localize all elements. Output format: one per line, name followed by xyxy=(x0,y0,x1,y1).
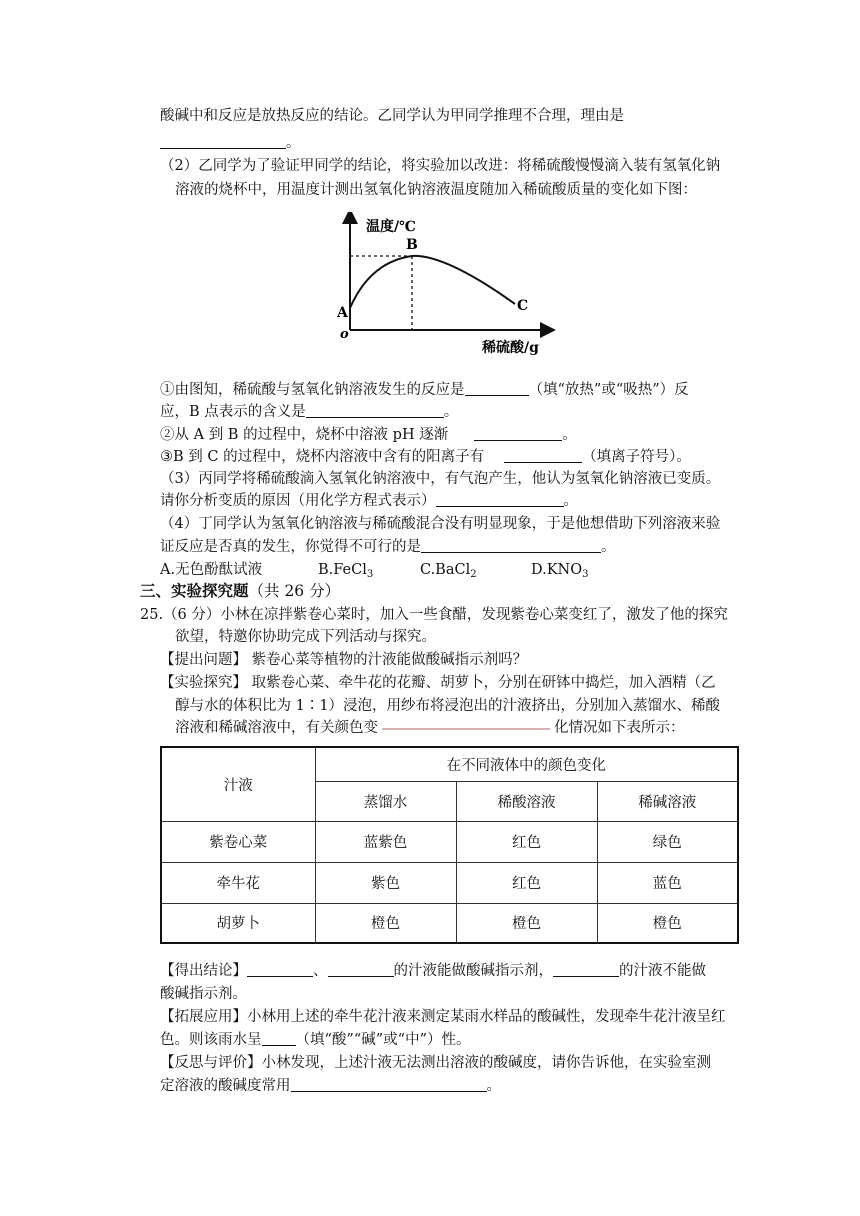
text: 酸碱中和反应是放热反应的结论。乙同学认为甲同学推理不合理，理由是 xyxy=(160,108,624,124)
option-a[interactable] xyxy=(160,560,262,580)
table-cell: 红色 xyxy=(456,821,597,862)
section-points: （共 26 分） xyxy=(248,582,341,600)
text: （填“酸”“碱”或“中”）性。 xyxy=(295,1032,471,1048)
y-axis-label: 温度/℃ xyxy=(366,219,416,235)
text: （3）丙同学将稀硫酸滴入氢氧化钠溶液中，有气泡产生，他认为氢氧化钠溶液已变质。 xyxy=(160,471,721,487)
text: 。 xyxy=(486,1078,501,1094)
text: 、 xyxy=(313,963,328,979)
text-line xyxy=(160,1007,726,1027)
answer-blank[interactable] xyxy=(465,380,529,396)
text-line xyxy=(160,514,720,534)
answer-blank[interactable] xyxy=(328,961,394,977)
text: 醇与水的体积比为 1∶1）浸泡，用纱布将浸泡出的汁液挤出，分别加入蒸馏水、稀酸 xyxy=(175,698,721,714)
answer-blank[interactable] xyxy=(291,1076,487,1092)
text: 欲望，特邀你协助完成下列活动与探究。 xyxy=(175,629,436,645)
subscript: 3 xyxy=(366,569,374,580)
answer-blank[interactable] xyxy=(504,447,582,463)
text-line xyxy=(160,402,458,422)
table-row xyxy=(161,821,738,862)
table-cell: 橙色 xyxy=(456,903,597,943)
temperature-curve xyxy=(350,256,515,308)
table-cell: 橙色 xyxy=(597,903,738,943)
text: （2）乙同学为了验证甲同学的结论，将实验加以改进：将稀硫酸慢慢滴入装有氢氧化钠 xyxy=(160,158,721,174)
text-line xyxy=(175,718,685,738)
text: 化情况如下表所示： xyxy=(554,720,685,736)
text: 溶液和稀碱溶液中，有关颜色变 xyxy=(175,720,378,736)
option-d[interactable] xyxy=(531,560,589,585)
answer-blank[interactable] xyxy=(306,402,444,418)
text-line xyxy=(160,1053,711,1073)
answer-blank[interactable] xyxy=(474,425,562,441)
header-juice: 汁液 xyxy=(161,747,315,821)
table-cell: 蓝色 xyxy=(597,862,738,903)
answer-blank[interactable] xyxy=(247,961,313,977)
header-dilute-acid: 稀酸溶液 xyxy=(456,781,597,821)
point-c-label: C xyxy=(517,298,529,314)
table-cell: 紫色 xyxy=(315,862,456,903)
text-line xyxy=(160,650,527,670)
text: 定溶液的酸碱度常用 xyxy=(160,1078,291,1094)
header-distilled-water: 蒸馏水 xyxy=(315,781,456,821)
text-line xyxy=(160,537,616,557)
point-b-label: B xyxy=(406,237,418,253)
text: ②从 A 到 B 的过程中，烧杯中溶液 pH 逐渐 xyxy=(160,427,449,443)
text-line xyxy=(160,491,578,511)
scan-artifact xyxy=(382,728,550,730)
option-d-label: D.KNO xyxy=(531,562,583,578)
text: 色。则该雨水呈 xyxy=(160,1032,262,1048)
text-line xyxy=(160,1030,470,1050)
table-cell: 橙色 xyxy=(315,903,456,943)
text: 【得出结论】 xyxy=(160,963,247,979)
text: 应，B 点表示的含义是 xyxy=(160,404,306,420)
option-b-label: B.FeCl xyxy=(318,562,367,578)
table-row xyxy=(161,903,738,943)
section-title: 三、实验探究题 xyxy=(140,581,249,600)
table-cell: 蓝紫色 xyxy=(315,821,456,862)
answer-blank[interactable] xyxy=(160,133,286,149)
row-name: 牵牛花 xyxy=(161,862,315,903)
header-dilute-base: 稀碱溶液 xyxy=(597,781,738,821)
answer-blank[interactable] xyxy=(553,961,619,977)
text: （填离子符号）。 xyxy=(582,449,691,465)
text-line xyxy=(175,627,436,647)
point-a-label: A xyxy=(337,305,348,321)
text: 【实验探究】 取紫卷心菜、牵牛花的花瓣、胡萝卜，分别在研钵中捣烂，加入酒精（乙 xyxy=(160,675,716,691)
text: 。 xyxy=(562,427,577,443)
row-name: 胡萝卜 xyxy=(161,903,315,943)
text-line xyxy=(160,133,301,153)
answer-blank[interactable] xyxy=(421,537,601,553)
text: 的汁液不能做 xyxy=(619,963,706,979)
subscript: 3 xyxy=(582,569,589,580)
text: 【拓展应用】小林用上述的牵牛花汁液来测定某雨水样品的酸碱性，发现牵牛花汁液呈红 xyxy=(160,1009,726,1025)
text: 。 xyxy=(286,135,301,151)
text-line xyxy=(160,425,577,445)
option-c[interactable] xyxy=(420,560,477,585)
text-line xyxy=(160,156,720,176)
text: （4）丁同学认为氢氧化钠溶液与稀硫酸混合没有明显现象，于是他想借助下列溶液来验 xyxy=(160,516,721,532)
text: 的汁液能做酸碱指示剂， xyxy=(393,963,553,979)
text: 请你分析变质的原因（用化学方程式表示） xyxy=(160,493,436,509)
text: 【提出问题】 紫卷心菜等植物的汁液能做酸碱指示剂吗？ xyxy=(160,652,528,668)
text-line xyxy=(175,180,697,200)
text: 。 xyxy=(601,539,616,555)
text: 酸碱指示剂。 xyxy=(160,986,247,1002)
text: 证反应是否真的发生，你觉得不可行的是 xyxy=(160,539,421,555)
text-line xyxy=(160,106,624,126)
text-line xyxy=(160,380,689,400)
text: ③B 到 C 的过程中，烧杯内溶液中含有的阳离子有 xyxy=(160,449,485,465)
text-line xyxy=(160,469,720,489)
answer-blank[interactable] xyxy=(436,491,564,507)
subscript: 2 xyxy=(470,569,477,580)
color-change-table xyxy=(160,746,739,944)
text-line xyxy=(160,673,716,693)
text: 溶液的烧杯中，用温度计测出氢氧化钠溶液温度随加入稀硫酸质量的变化如下图： xyxy=(175,182,697,198)
x-axis-label: 稀硫酸/g xyxy=(482,340,539,356)
temperature-graph xyxy=(330,212,560,362)
row-name: 紫卷心菜 xyxy=(161,821,315,862)
option-c-label: C.BaCl xyxy=(420,562,471,578)
table-header-row xyxy=(161,747,738,781)
text-line xyxy=(140,605,728,625)
origin-label: o xyxy=(340,327,349,342)
option-a-label: A.无色酚酞试液 xyxy=(160,562,263,578)
text: 25.（6 分）小林在凉拌紫卷心菜时，加入一些食醋，发现紫卷心菜变红了，激发了他的探究 xyxy=(140,607,728,623)
text: 【反思与评价】小林发现，上述汁液无法测出溶液的酸碱度，请你告诉他，在实验室测 xyxy=(160,1055,711,1071)
text-line xyxy=(160,961,706,981)
table-cell: 红色 xyxy=(456,862,597,903)
text: ①由图知，稀硫酸与氢氧化钠溶液发生的反应是 xyxy=(160,382,465,398)
header-color-change: 在不同液体中的颜色变化 xyxy=(315,747,738,781)
text-line xyxy=(160,1076,501,1096)
text-line xyxy=(160,984,247,1004)
text: 。 xyxy=(443,404,459,420)
text-line xyxy=(175,696,720,716)
table-cell: 绿色 xyxy=(597,821,738,862)
section-heading xyxy=(140,581,340,601)
text-line xyxy=(160,447,691,467)
text: 。 xyxy=(563,493,578,509)
text: （填“放热”或“吸热”）反 xyxy=(528,382,689,398)
answer-blank[interactable] xyxy=(262,1030,296,1046)
table-row xyxy=(161,862,738,903)
